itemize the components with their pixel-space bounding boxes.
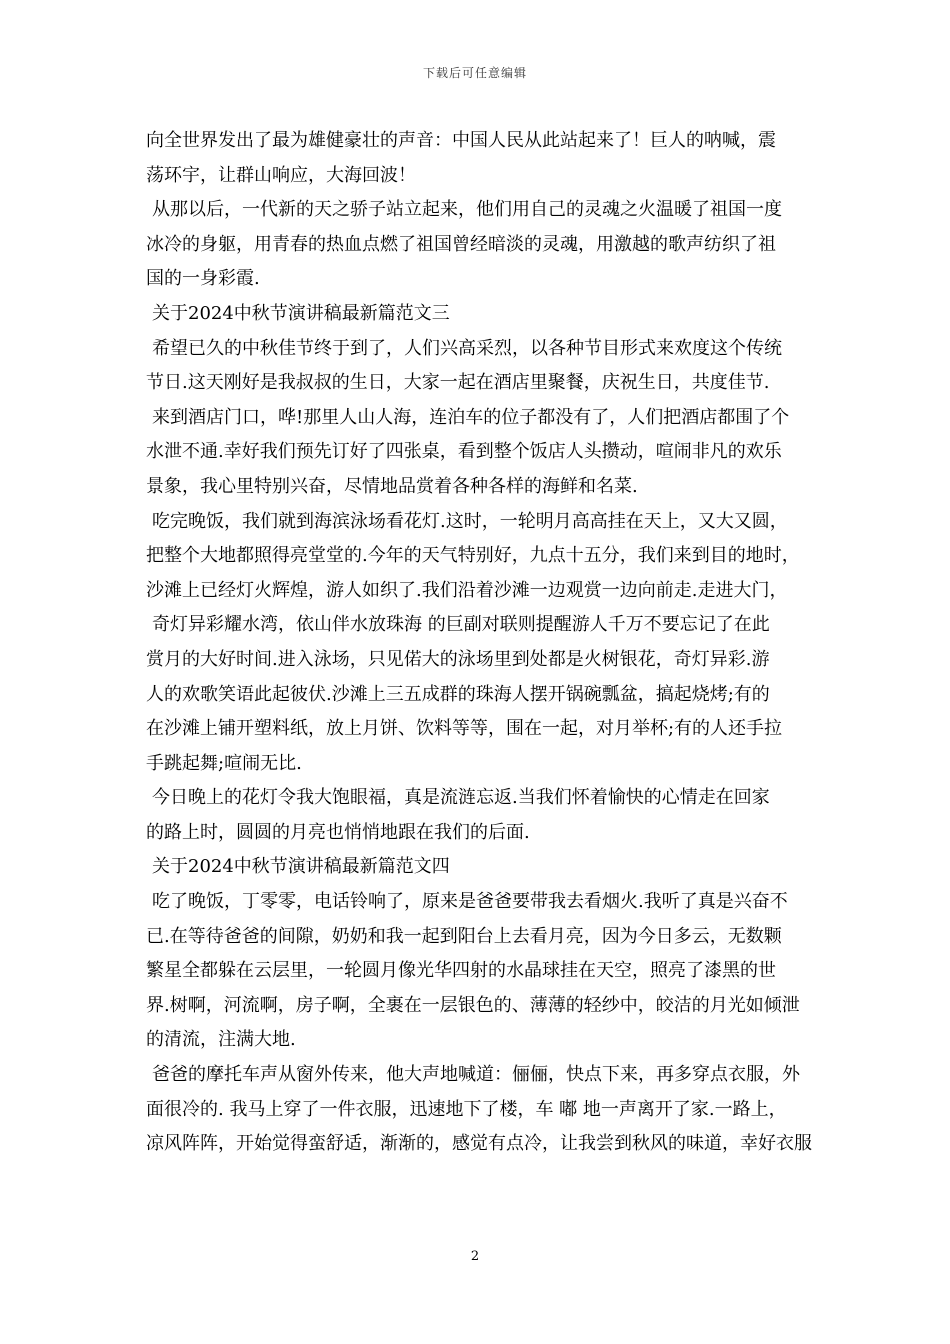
document-body <box>146 124 814 1162</box>
text-line: 已.在等待爸爸的间隙，奶奶和我一起到阳台上去看月亮，因为今日多云，无数颗 <box>146 925 782 947</box>
text-line: 沙滩上已经灯火辉煌，游人如织了.我们沿着沙滩一边观赏一边向前走.走进大门， <box>146 579 788 601</box>
text-line: 手跳起舞;喧闹无比. <box>146 752 302 774</box>
text-line: 繁星全都躲在云层里，一轮圆月像光华四射的水晶球挂在天空，照亮了漆黑的世 <box>146 960 776 982</box>
text-line: 赏月的大好时间.进入泳场，只见偌大的泳场里到处都是火树银花，奇灯异彩.游 <box>146 648 770 670</box>
paragraph-start-line: 从那以后，一代新的天之骄子站立起来，他们用自己的灵魂之火温暖了祖国一度 <box>152 199 782 221</box>
text-line: 向全世界发出了最为雄健豪壮的声音：中国人民从此站起来了！巨人的呐喊，震 <box>146 130 776 151</box>
text-line: 节日.这天刚好是我叔叔的生日，大家一起在酒店里聚餐，庆祝生日，共度佳节. <box>146 372 770 394</box>
text-line: 面很冷的. 我马上穿了一件衣服，迅速地下了楼，车 嘟 地一声离开了家.一路上， <box>146 1098 787 1120</box>
paragraph-start-line: 吃了晚饭，丁零零，电话铃响了，原来是爸爸要带我去看烟火.我听了真是兴奋不 <box>152 891 788 913</box>
text-line: 奇灯异彩耀水湾，依山伴水放珠海 的巨副对联则提醒游人千万不要忘记了在此 <box>152 614 770 636</box>
text-line: 荡环宇，让群山响应，大海回波！ <box>146 164 416 186</box>
section-heading: 关于2024中秋节演讲稿最新篇范文四 <box>152 856 450 878</box>
text-line: 景象，我心里特别兴奋，尽情地品赏着各种各样的海鲜和名菜. <box>146 475 638 497</box>
text-line: 冰冷的身躯，用青春的热血点燃了祖国曾经暗淡的灵魂，用激越的歌声纺织了祖 <box>146 233 776 255</box>
text-line: 凉风阵阵，开始觉得蛮舒适，渐渐的，感觉有点冷，让我尝到秋风的味道，幸好衣服 <box>146 1133 812 1155</box>
text-line: 人的欢歌笑语此起彼伏.沙滩上三五成群的珠海人摆开锅碗瓢盆，搞起烧烤;有的 <box>146 683 770 705</box>
paragraph-start-line: 爸爸的摩托车声从窗外传来，他大声地喊道：俪俪，快点下来，再多穿点衣服，外 <box>152 1064 800 1086</box>
text-line: 在沙滩上铺开塑料纸，放上月饼、饮料等等，围在一起，对月举杯;有的人还手拉 <box>146 718 783 740</box>
paragraph-start-line: 今日晚上的花灯令我大饱眼福，真是流涟忘返.当我们怀着愉快的心情走在回家 <box>152 787 770 809</box>
page-header: 下载后可任意编辑 <box>422 66 527 80</box>
text-line: 的路上时，圆圆的月亮也悄悄地跟在我们的后面. <box>146 821 530 843</box>
text-line: 把整个大地都照得亮堂堂的.今年的天气特别好，九点十五分，我们来到目的地时， <box>146 545 800 567</box>
text-line: 水泄不通.幸好我们预先订好了四张桌，看到整个饭店人头攒动，喧闹非凡的欢乐 <box>146 441 782 463</box>
text-line: 界.树啊，河流啊，房子啊，全裹在一层银色的、薄薄的轻纱中，皎洁的月光如倾泄 <box>146 994 800 1016</box>
paragraph-start-line: 吃完晚饭，我们就到海滨泳场看花灯.这时，一轮明月高高挂在天上，又大又圆， <box>152 510 788 532</box>
text-line: 国的一身彩霞. <box>146 268 260 290</box>
page-number: 2 <box>470 1249 480 1264</box>
paragraph-start-line: 希望已久的中秋佳节终于到了，人们兴高采烈，以各种节目形式来欢度这个传统 <box>152 337 782 359</box>
section-heading: 关于2024中秋节演讲稿最新篇范文三 <box>152 302 450 324</box>
text-line: 的清流，注满大地. <box>146 1029 296 1051</box>
paragraph-start-line: 来到酒店门口，哗!那里人山人海，连泊车的位子都没有了，人们把酒店都围了个 <box>152 406 790 428</box>
